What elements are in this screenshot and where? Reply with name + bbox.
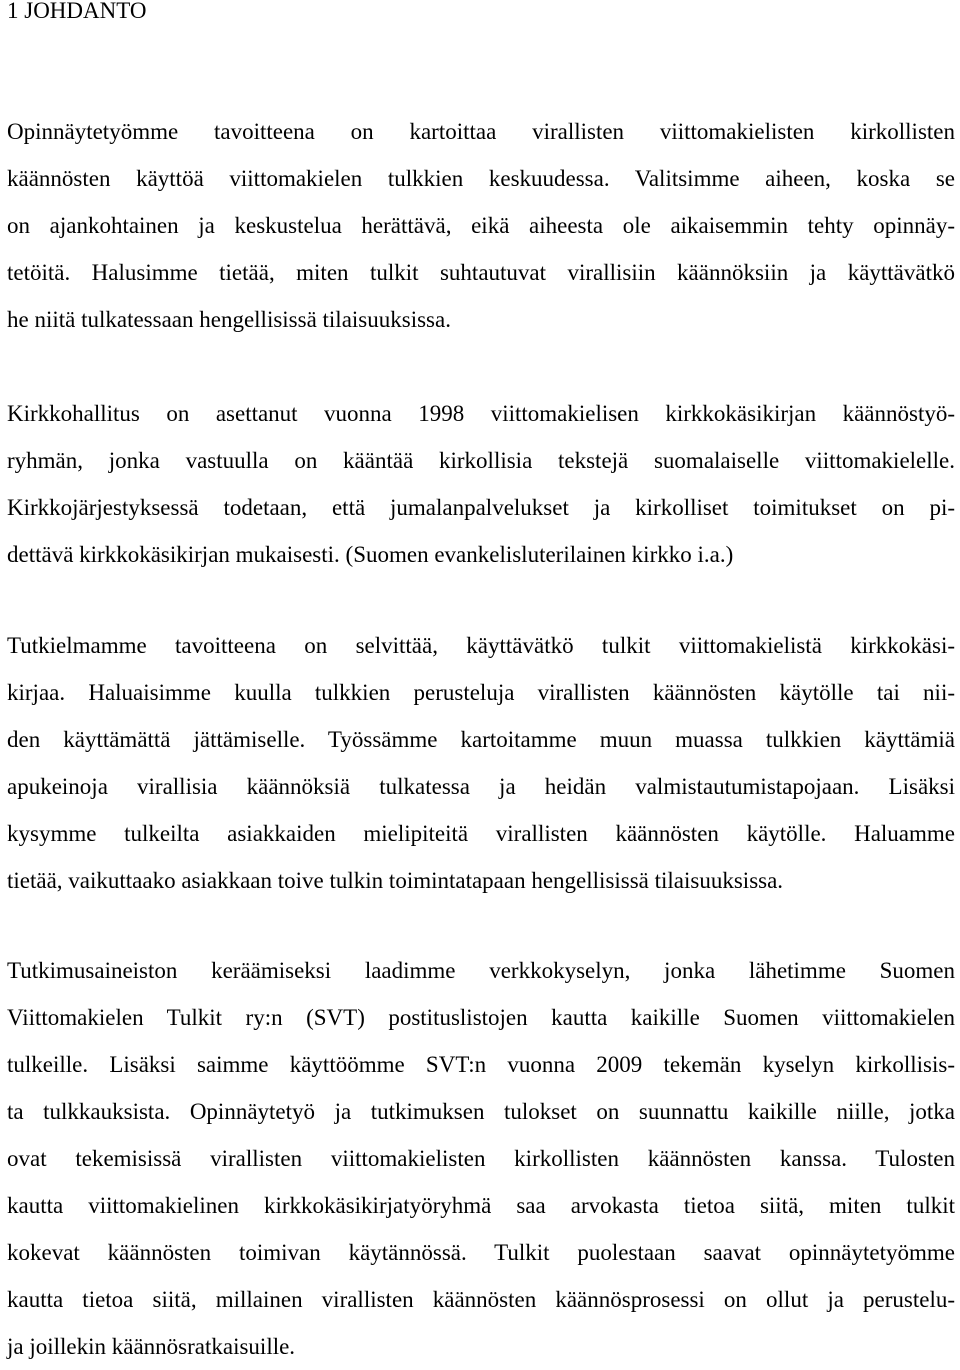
text-line: kokevat käännösten toimivan käytännössä. Tulkit puolestaan saavat opinnäytetyömme [7,1240,955,1265]
text-line: ovat tekemisissä virallisten viittomakielisten kirkollisten käännösten kanssa. Tulosten [7,1146,955,1171]
text-line: käännösten käyttöä viittomakielen tulkkien keskuudessa. Valitsimme aiheen, koska se [7,166,955,191]
text-line: Tutkimusaineiston keräämiseksi laadimme verkkokyselyn, jonka lähetimme Suomen [7,958,955,983]
text-line: apukeinoja virallisia käännöksiä tulkatessa ja heidän valmistautumistapojaan. Lisäksi [7,774,955,799]
text-line: Tutkielmamme tavoitteena on selvittää, käyttävätkö tulkit viittomakielistä kirkkokäsi- [7,633,955,658]
chapter-heading: 1 JOHDANTO [7,0,147,23]
text-line: Viittomakielen Tulkit ry:n (SVT) postituslistojen kautta kaikille Suomen viittomakielen [7,1005,955,1030]
text-line: tetöitä. Halusimme tietää, miten tulkit suhtautuvat virallisiin käännöksiin ja käyttävätkö [7,260,955,285]
text-line: Kirkkohallitus on asettanut vuonna 1998 viittomakielisen kirkkokäsikirjan käännöstyö- [7,401,955,426]
text-line: he niitä tulkatessaan hengellisissä tilaisuuksissa. [7,307,451,332]
paragraph-1 [7,108,955,343]
text-line: tietää, vaikuttaako asiakkaan toive tulkin toimintatapaan hengellisissä tilaisuuksissa. [7,868,784,893]
text-line: kautta tietoa siitä, millainen virallisten käännösten käännösprosessi on ollut ja perustelu- [7,1287,955,1312]
text-line: dettävä kirkkokäsikirjan mukaisesti. (Suomen evankelisluterilainen kirkko i.a.) [7,542,734,567]
text-line: tulkeille. Lisäksi saimme käyttöömme SVT:n vuonna 2009 tekemän kyselyn kirkollisis- [7,1052,955,1077]
text-line: Opinnäytetyömme tavoitteena on kartoittaa virallisten viittomakielisten kirkollisten [7,119,955,144]
text-line: den käyttämättä jättämiselle. Työssämme kartoitamme muun muassa tulkkien käyttämiä [7,727,955,752]
text-line: kirjaa. Haluaisimme kuulla tulkkien perusteluja virallisten käännösten käytölle tai nii- [7,680,955,705]
text-line: Kirkkojärjestyksessä todetaan, että jumalanpalvelukset ja kirkolliset toimitukset on pi- [7,495,955,520]
text-line: on ajankohtainen ja keskustelua herättävä, eikä aiheesta ole aikaisemmin tehty opinnäy- [7,213,955,238]
text-line: ta tulkkauksista. Opinnäytetyö ja tutkimuksen tulokset on suunnattu kaikille niille, jotka [7,1099,955,1124]
text-line: ja joillekin käännösratkaisuille. [7,1334,296,1359]
text-line: ryhmän, jonka vastuulla on kääntää kirkollisia tekstejä suomalaiselle viittomakielelle. [7,448,955,473]
text-line: kysymme tulkeilta asiakkaiden mielipiteitä virallisten käännösten käytölle. Haluamme [7,821,955,846]
paragraph-3 [7,622,955,904]
paragraph-2 [7,390,955,578]
text-line: kautta viittomakielinen kirkkokäsikirjatyöryhmä saa arvokasta tietoa siitä, miten tulkit [7,1193,955,1218]
paragraph-4 [7,947,955,1370]
